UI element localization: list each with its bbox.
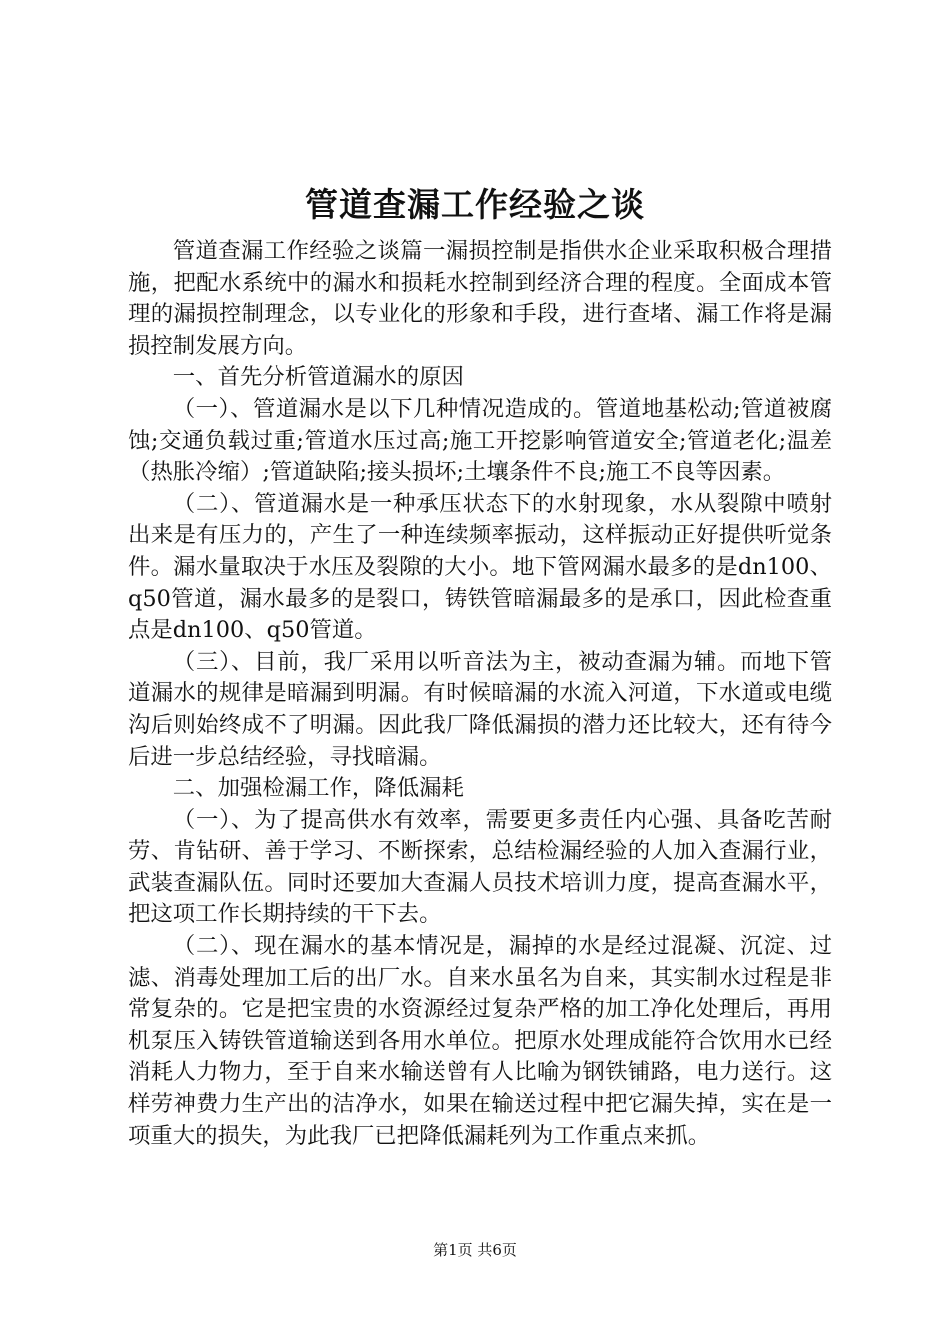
document-title: 管道查漏工作经验之谈 [305,185,645,224]
section-heading: 二、加强检漏工作，降低漏耗 [172,775,464,802]
document-body [128,236,832,1152]
paragraph: （一）、管道漏水是以下几种情况造成的。管道地基松动;管道被腐蚀;交通负载过重;管道水压过高;施工开挖影响管道安全;管道老化;温差（热胀冷缩）;管道缺陷;接头损坏;土壤条件不良;施工不良等因素。 [128,395,832,486]
page-number-footer: 第1页 共6页 [433,1241,517,1259]
paragraph: （二）、管道漏水是一种承压状态下的水射现象，水从裂隙中喷射出来是有压力的，产生了一种连续频率振动，这样振动正好提供听觉条件。漏水量取决于水压及裂隙的大小。地下管网漏水最多的是dn100、q50管道，漏水最多的是裂口，铸铁管暗漏最多的是承口，因此检查重点是dn100、q50管道。 [128,490,832,644]
section-heading: 一、首先分析管道漏水的原因 [172,364,464,391]
paragraph: （一）、为了提高供水有效率，需要更多责任内心强、具备吃苦耐劳、肯钻研、善于学习、不断探索，总结检漏经验的人加入查漏行业，武装查漏队伍。同时还要加大查漏人员技术培训力度，提高查漏水平，把这项工作长期持续的干下去。 [128,806,832,928]
paragraph: （二）、现在漏水的基本情况是，漏掉的水是经过混凝、沉淀、过滤、消毒处理加工后的出厂水。自来水虽名为自来，其实制水过程是非常复杂的。它是把宝贵的水资源经过复杂严格的加工净化处理后，再用机泵压入铸铁管道输送到各用水单位。把原水处理成能符合饮用水已经消耗人力物力，至于自来水输送曾有人比喻为钢铁铺路，电力送行。这样劳神费力生产出的洁净水，如果在输送过程中把它漏失掉，实在是一项重大的损失，为此我厂已把降低漏耗列为工作重点来抓。 [128,933,832,1149]
paragraph: 管道查漏工作经验之谈篇一漏损控制是指供水企业采取积极合理措施，把配水系统中的漏水和损耗水控制到经济合理的程度。全面成本管理的漏损控制理念，以专业化的形象和手段，进行查堵、漏工作将是漏损控制发展方向。 [128,238,832,359]
paragraph: （三）、目前，我厂采用以听音法为主，被动查漏为辅。而地下管道漏水的规律是暗漏到明漏。有时候暗漏的水流入河道，下水道或电缆沟后则始终成不了明漏。因此我厂降低漏损的潜力还比较大，还有待今后进一步总结经验，寻找暗漏。 [128,648,832,770]
